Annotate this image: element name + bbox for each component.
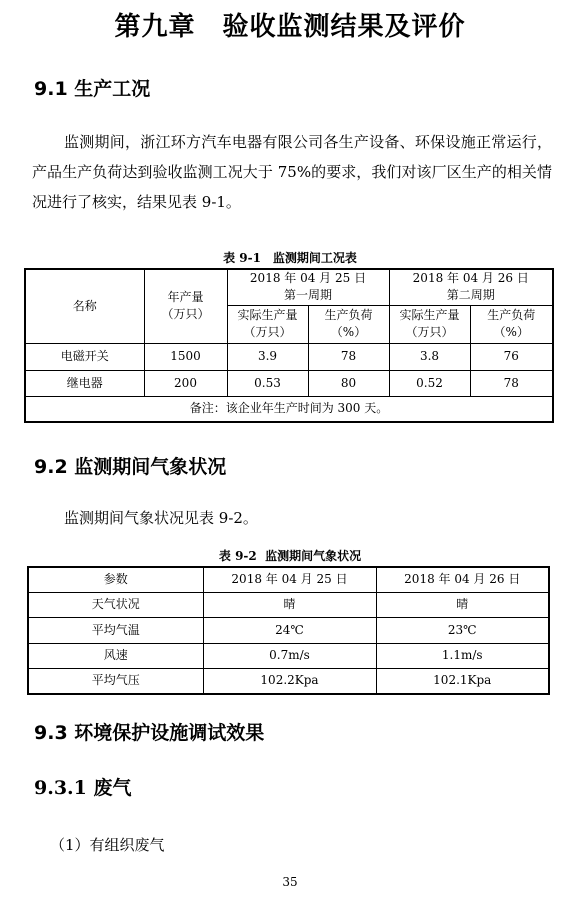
section-9-2-paragraph: 监测期间气象状况见表 9-2。 bbox=[64, 509, 258, 527]
chapter-title: 第九章 验收监测结果及评价 bbox=[114, 12, 466, 42]
header-annual-output bbox=[144, 269, 227, 343]
table1-note: 备注：该企业年生产时间为 300 天。 bbox=[25, 396, 553, 422]
section-heading-9-2: 9.2 监测期间气象状况 bbox=[34, 456, 227, 478]
cell-day1: 晴 bbox=[203, 592, 376, 617]
cell-load1: 78 bbox=[308, 343, 389, 370]
header-name: 名称 bbox=[25, 269, 144, 343]
header-date2: 2018 年 04 月 26 日 bbox=[412, 271, 529, 286]
header-actual-1-line1: 实际生产量 bbox=[237, 308, 298, 322]
header-actual-2-line1: 实际生产量 bbox=[399, 308, 460, 322]
header-load-2-line1: 生产负荷 bbox=[487, 308, 536, 322]
header-actual-2 bbox=[389, 305, 470, 343]
cell-day2: 23℃ bbox=[376, 617, 549, 643]
cell-param: 天气状况 bbox=[28, 592, 203, 617]
header-load-2-line2: （%） bbox=[493, 325, 529, 339]
cell-param: 风速 bbox=[28, 643, 203, 668]
cell-day2: 1.1m/s bbox=[376, 643, 549, 668]
header-day2: 2018 年 04 月 26 日 bbox=[376, 567, 549, 592]
table-row bbox=[25, 370, 553, 396]
header-actual-2-line2: （万只） bbox=[405, 325, 454, 339]
cell-day1: 0.7m/s bbox=[203, 643, 376, 668]
cell-actual2: 3.8 bbox=[389, 343, 470, 370]
table-row bbox=[28, 643, 549, 668]
header-date1: 2018 年 04 月 25 日 bbox=[249, 271, 367, 286]
header-actual-1 bbox=[227, 305, 308, 343]
header-period1-label: 第一周期 bbox=[283, 288, 332, 303]
section-9-1-paragraph: 监测期间，浙江环方汽车电器有限公司各生产设备、环保设施正常运行，产品生产负荷达到验收监测工况大于 75%的要求，我们对该厂区生产的相关情况进行了核实，结果见表 9-1。 bbox=[32, 133, 552, 211]
section-heading-9-3-1: 9.3.1 废气 bbox=[34, 777, 132, 799]
header-param: 参数 bbox=[28, 567, 203, 592]
cell-day1: 102.2Kpa bbox=[203, 668, 376, 694]
sub-item-organized-exhaust: （1）有组织废气 bbox=[50, 836, 165, 854]
cell-annual: 200 bbox=[144, 370, 227, 396]
header-period2 bbox=[389, 269, 553, 305]
page-number: 35 bbox=[282, 875, 298, 889]
cell-day2: 晴 bbox=[376, 592, 549, 617]
cell-load2: 78 bbox=[470, 370, 553, 396]
header-period1 bbox=[227, 269, 389, 305]
header-period2-label: 第二周期 bbox=[446, 288, 495, 303]
header-load-1 bbox=[308, 305, 389, 343]
cell-load1: 80 bbox=[308, 370, 389, 396]
table2-caption: 表 9-2 监测期间气象状况 bbox=[218, 549, 362, 563]
table-weather-conditions bbox=[27, 566, 550, 695]
section-heading-9-1: 9.1 生产工况 bbox=[34, 78, 151, 100]
section-heading-9-3: 9.3 环境保护设施调试效果 bbox=[34, 722, 265, 744]
header-day1: 2018 年 04 月 25 日 bbox=[203, 567, 376, 592]
header-annual-line1: 年产量 bbox=[167, 290, 204, 305]
table-row bbox=[28, 668, 549, 694]
cell-day2: 102.1Kpa bbox=[376, 668, 549, 694]
cell-param: 平均气压 bbox=[28, 668, 203, 694]
cell-load2: 76 bbox=[470, 343, 553, 370]
header-actual-1-line2: （万只） bbox=[243, 325, 292, 339]
table1-caption: 表 9-1 监测期间工况表 bbox=[223, 251, 357, 265]
table-row bbox=[28, 592, 549, 617]
cell-name: 电磁开关 bbox=[25, 343, 144, 370]
cell-actual1: 0.53 bbox=[227, 370, 308, 396]
table-row bbox=[28, 617, 549, 643]
header-load-1-line2: （%） bbox=[330, 325, 367, 339]
cell-actual1: 3.9 bbox=[227, 343, 308, 370]
header-load-1-line1: 生产负荷 bbox=[324, 308, 373, 322]
table-production-conditions bbox=[24, 268, 554, 423]
header-annual-line2: （万只） bbox=[161, 307, 210, 322]
table-row bbox=[25, 343, 553, 370]
cell-actual2: 0.52 bbox=[389, 370, 470, 396]
cell-annual: 1500 bbox=[144, 343, 227, 370]
cell-param: 平均气温 bbox=[28, 617, 203, 643]
cell-day1: 24℃ bbox=[203, 617, 376, 643]
cell-name: 继电器 bbox=[25, 370, 144, 396]
header-load-2 bbox=[470, 305, 553, 343]
